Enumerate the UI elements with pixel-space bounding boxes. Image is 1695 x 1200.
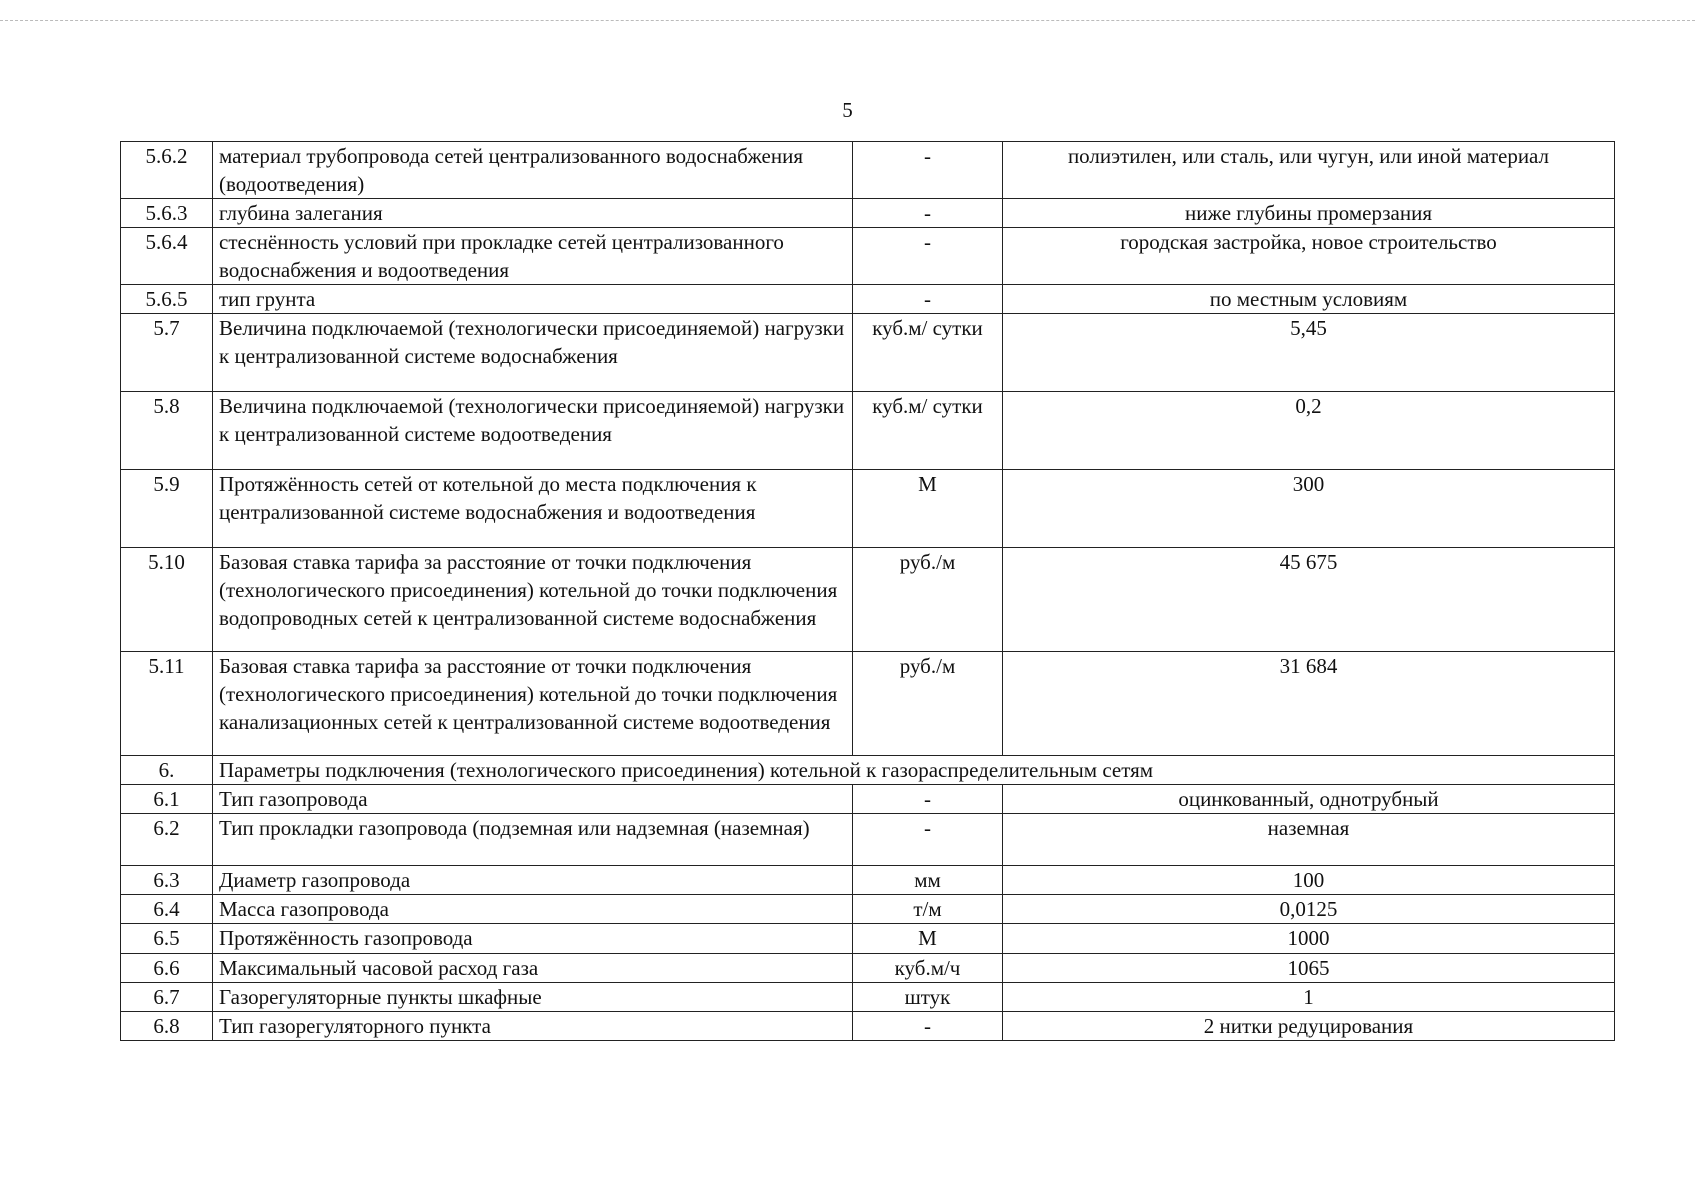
parameter-unit: - — [853, 285, 1003, 314]
row-number: 6.4 — [121, 895, 213, 924]
row-number: 5.7 — [121, 314, 213, 392]
parameters-table — [120, 141, 1615, 1041]
row-number: 5.11 — [121, 652, 213, 756]
parameter-name: Тип газорегуляторного пункта — [213, 1012, 853, 1041]
row-number: 5.6.5 — [121, 285, 213, 314]
scan-top-edge-rule — [0, 20, 1695, 21]
parameter-value: 1 — [1003, 983, 1615, 1012]
row-number: 6.3 — [121, 866, 213, 895]
parameter-name: тип грунта — [213, 285, 853, 314]
parameter-unit: руб./м — [853, 548, 1003, 652]
parameter-name: Величина подключаемой (технологически присоединяемой) нагрузки к централизованной системе водоснабжения — [213, 314, 853, 392]
row-number: 5.6.3 — [121, 199, 213, 228]
row-number: 5.8 — [121, 392, 213, 470]
parameter-unit: куб.м/ сутки — [853, 392, 1003, 470]
table-row — [121, 228, 1615, 285]
page-number: 5 — [842, 98, 853, 122]
parameter-name: Протяжённость сетей от котельной до места подключения к централизованной системе водоснабжения и водоотведения — [213, 470, 853, 548]
parameter-name: Диаметр газопровода — [213, 866, 853, 895]
table-row — [121, 866, 1615, 895]
parameter-name: стеснённость условий при прокладке сетей централизованного водоснабжения и водоотведения — [213, 228, 853, 285]
parameter-value: по местным условиям — [1003, 285, 1615, 314]
section-title: Параметры подключения (технологического присоединения) котельной к газораспределительным сетям — [213, 756, 1615, 785]
table-row — [121, 983, 1615, 1012]
parameter-unit: - — [853, 228, 1003, 285]
table-row — [121, 895, 1615, 924]
parameter-unit: куб.м/ч — [853, 954, 1003, 983]
section-row — [121, 756, 1615, 785]
parameter-value: полиэтилен, или сталь, или чугун, или иной материал — [1003, 142, 1615, 199]
parameter-name: Базовая ставка тарифа за расстояние от точки подключения (технологического присоединения) котельной до точки подключения водопроводных сетей к централизованной системе водоснабжения — [213, 548, 853, 652]
parameter-name: Базовая ставка тарифа за расстояние от точки подключения (технологического присоединения) котельной до точки подключения канализационных сетей к централизованной системе водоотведения — [213, 652, 853, 756]
row-number: 5.6.4 — [121, 228, 213, 285]
row-number: 6.2 — [121, 814, 213, 866]
parameter-name: Максимальный часовой расход газа — [213, 954, 853, 983]
table-row — [121, 285, 1615, 314]
parameter-value: 31 684 — [1003, 652, 1615, 756]
parameter-name: Протяжённость газопровода — [213, 924, 853, 954]
row-number: 5.9 — [121, 470, 213, 548]
parameter-value: 1000 — [1003, 924, 1615, 954]
parameter-value: 45 675 — [1003, 548, 1615, 652]
parameter-name: Тип прокладки газопровода (подземная или надземная (наземная) — [213, 814, 853, 866]
parameter-value: 0,0125 — [1003, 895, 1615, 924]
parameter-unit: - — [853, 785, 1003, 814]
parameter-unit: мм — [853, 866, 1003, 895]
table-row — [121, 1012, 1615, 1041]
table-row — [121, 470, 1615, 548]
row-number: 6.6 — [121, 954, 213, 983]
table-row — [121, 199, 1615, 228]
table-row — [121, 548, 1615, 652]
table-row — [121, 814, 1615, 866]
parameter-value: ниже глубины промерзания — [1003, 199, 1615, 228]
parameter-name: Величина подключаемой (технологически присоединяемой) нагрузки к централизованной системе водоотведения — [213, 392, 853, 470]
parameter-value: 5,45 — [1003, 314, 1615, 392]
parameter-unit: руб./м — [853, 652, 1003, 756]
table-row — [121, 652, 1615, 756]
table-row — [121, 954, 1615, 983]
parameter-unit: - — [853, 814, 1003, 866]
parameter-name: Масса газопровода — [213, 895, 853, 924]
table-row — [121, 924, 1615, 954]
parameter-unit: М — [853, 924, 1003, 954]
row-number: 6.8 — [121, 1012, 213, 1041]
parameter-unit: - — [853, 199, 1003, 228]
parameter-unit: - — [853, 142, 1003, 199]
parameter-value: 2 нитки редуцирования — [1003, 1012, 1615, 1041]
parameter-unit: штук — [853, 983, 1003, 1012]
row-number: 6.5 — [121, 924, 213, 954]
parameter-name: Газорегуляторные пункты шкафные — [213, 983, 853, 1012]
parameter-value: городская застройка, новое строительство — [1003, 228, 1615, 285]
row-number: 6.7 — [121, 983, 213, 1012]
parameter-value: оцинкованный, однотрубный — [1003, 785, 1615, 814]
parameter-value: 300 — [1003, 470, 1615, 548]
parameter-name: глубина залегания — [213, 199, 853, 228]
parameters-table-body — [121, 142, 1615, 1041]
row-number: 6. — [121, 756, 213, 785]
row-number: 5.6.2 — [121, 142, 213, 199]
parameter-name: материал трубопровода сетей централизованного водоснабжения (водоотведения) — [213, 142, 853, 199]
parameter-unit: М — [853, 470, 1003, 548]
parameter-name: Тип газопровода — [213, 785, 853, 814]
parameter-value: 100 — [1003, 866, 1615, 895]
parameter-unit: т/м — [853, 895, 1003, 924]
parameter-value: наземная — [1003, 814, 1615, 866]
table-row — [121, 392, 1615, 470]
table-row — [121, 785, 1615, 814]
parameter-value: 0,2 — [1003, 392, 1615, 470]
parameter-unit: куб.м/ сутки — [853, 314, 1003, 392]
table-row — [121, 142, 1615, 199]
row-number: 6.1 — [121, 785, 213, 814]
row-number: 5.10 — [121, 548, 213, 652]
table-row — [121, 314, 1615, 392]
parameter-unit: - — [853, 1012, 1003, 1041]
parameter-value: 1065 — [1003, 954, 1615, 983]
